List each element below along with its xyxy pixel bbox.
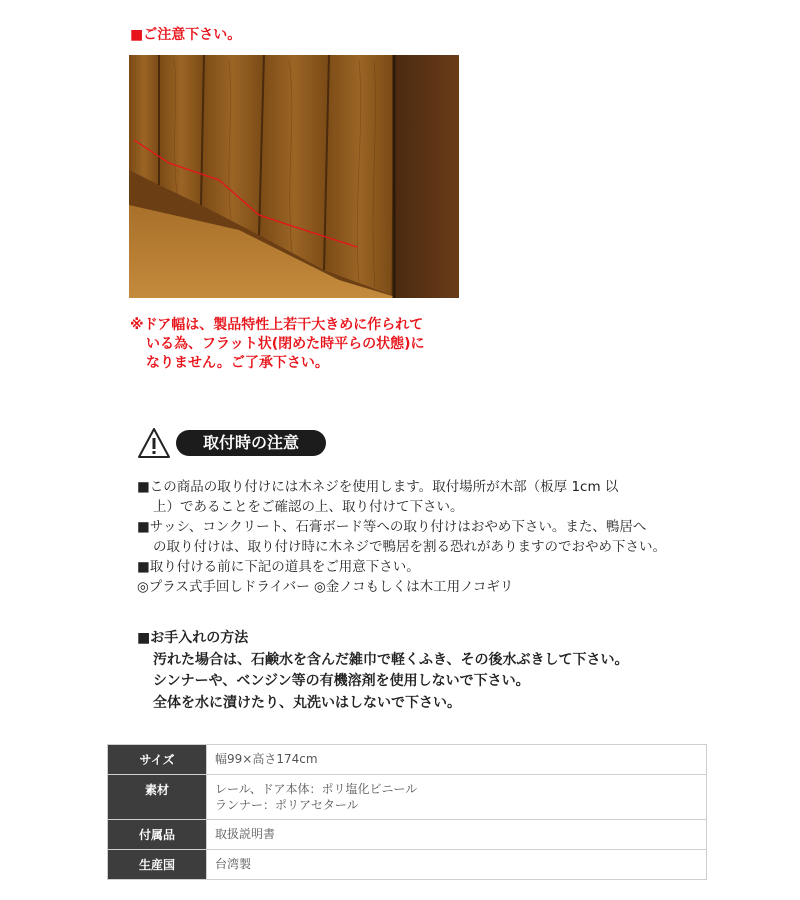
spec-value-origin xyxy=(207,850,707,880)
spec-label-material: 素材 xyxy=(108,775,207,820)
care-instructions xyxy=(137,628,697,714)
notice-heading: ■ご注意下さい。 xyxy=(130,27,242,43)
door-product-photo xyxy=(129,55,459,298)
tools-line: ◎プラス式手回しドライバー ◎金ノコもしくは木工用ノコギリ xyxy=(137,579,514,595)
spec-value: 取扱説明書 xyxy=(215,827,276,841)
caution-line: ■この商品の取り付けには木ネジを使用します。取付場所が木部（板厚 1cm 以 xyxy=(137,479,619,495)
spec-label-origin: 生産国 xyxy=(108,850,207,880)
note-line: いる為、フラット状(閉めた時平らの状態)に xyxy=(146,336,425,352)
spec-value: 幅99×高さ174cm xyxy=(215,752,318,766)
spec-label-size: サイズ xyxy=(108,745,207,775)
caution-line: 上）であることをご確認の上、取り付けて下さい。 xyxy=(153,499,464,515)
spec-value-accessories xyxy=(207,820,707,850)
note-line: なりません。ご了承下さい。 xyxy=(146,355,329,371)
care-heading: ■お手入れの方法 xyxy=(137,630,249,646)
care-line: シンナーや、ベンジン等の有機溶剤を使用しないで下さい。 xyxy=(153,673,530,689)
spec-value: レール、ドア本体：ポリ塩化ビニール xyxy=(215,782,418,796)
spec-value-material xyxy=(207,775,707,820)
caution-title: 取付時の注意 xyxy=(176,430,326,456)
spec-value-size xyxy=(207,745,707,775)
caution-line: ■サッシ、コンクリート、石膏ボード等への取り付けはおやめ下さい。また、鴨居へ xyxy=(137,519,647,535)
door-width-note xyxy=(130,316,490,373)
table-row xyxy=(108,850,707,880)
table-row xyxy=(108,775,707,820)
table-row xyxy=(108,745,707,775)
care-line: 全体を水に漬けたり、丸洗いはしないで下さい。 xyxy=(153,694,461,711)
spec-table xyxy=(107,744,707,880)
care-line: 汚れた場合は、石鹸水を含んだ雑巾で軽くふき、その後水ぶきして下さい。 xyxy=(153,651,629,668)
caution-line: ■取り付ける前に下記の道具をご用意下さい。 xyxy=(137,559,420,575)
spec-value: ランナー：ポリアセタール xyxy=(215,798,359,812)
spec-label-accessories: 付属品 xyxy=(108,820,207,850)
table-row xyxy=(108,820,707,850)
caution-text xyxy=(137,477,697,597)
installation-caution-header xyxy=(137,427,337,459)
caution-line: の取り付けは、取り付け時に木ネジで鴨居を割る恐れがありますのでおやめ下さい。 xyxy=(153,539,666,555)
note-line: ※ドア幅は、製品特性上若干大きめに作られて xyxy=(130,317,424,333)
spec-value: 台湾製 xyxy=(215,857,252,871)
warning-triangle-icon xyxy=(137,427,171,463)
